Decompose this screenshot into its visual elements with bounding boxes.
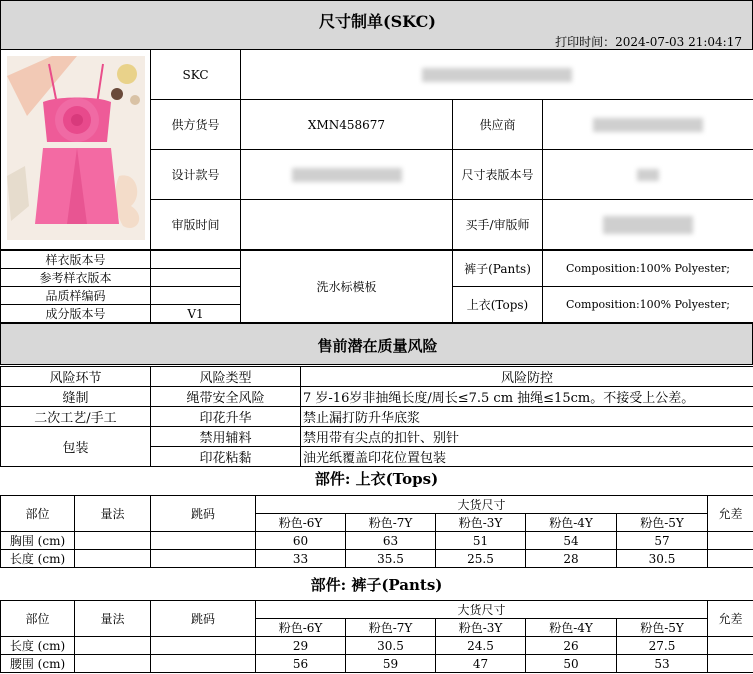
skc-value [241,50,753,100]
risk-table [0,366,753,467]
tops-composition: Composition:100% Polyester; [543,287,753,323]
size-value: 60 [256,532,346,550]
grade-cell [151,637,256,655]
risk-control: 7 岁-16岁非抽绳长度/周长≤7.5 cm 抽绳≤15cm。不接受上公差。 [301,387,753,407]
pants-h-tolerance: 允差 [708,601,753,637]
tops-h-bulk: 大货尺寸 [256,496,708,514]
part-name: 长度 (cm) [1,550,75,568]
size-header: 粉色-5Y [617,619,708,637]
size-header: 粉色-6Y [256,514,346,532]
risk-header-stage: 风险环节 [1,367,151,387]
composition-version-label: 成分版本号 [1,305,151,323]
method-cell [75,637,151,655]
risk-type: 印花粘黏 [151,447,301,467]
ref-sample-value [151,269,241,287]
risk-control: 油光纸覆盖印花位置包装 [301,447,753,467]
size-value: 50 [526,655,617,673]
pants-h-bulk: 大货尺寸 [256,601,708,619]
method-cell [75,532,151,550]
product-photo [7,56,145,240]
size-version-value [543,150,753,200]
sample-version-value [151,251,241,269]
sample-version-label: 样衣版本号 [1,251,151,269]
size-value: 29 [256,637,346,655]
risk-type: 绳带安全风险 [151,387,301,407]
tolerance-cell [708,550,753,568]
tops-h-part: 部位 [1,496,75,532]
risk-title: 售前潜在质量风险 [317,337,438,355]
size-value: 59 [346,655,436,673]
tops-label: 上衣(Tops) [453,287,543,323]
ref-sample-label: 参考样衣版本 [1,269,151,287]
part-name: 胸围 (cm) [1,532,75,550]
tops-h-grade: 跳码 [151,496,256,532]
pants-size-table [0,600,753,673]
risk-control: 禁用带有尖点的扣针、别针 [301,427,753,447]
grade-cell [151,550,256,568]
versions-table [0,250,753,323]
risk-stage: 缝制 [1,387,151,407]
grade-cell [151,655,256,673]
buyer-label: 买手/审版师 [453,200,543,250]
pants-h-method: 量法 [75,601,151,637]
size-value: 54 [526,532,617,550]
risk-type: 禁用辅料 [151,427,301,447]
pants-composition: Composition:100% Polyester; [543,251,753,287]
size-value: 56 [256,655,346,673]
size-header: 粉色-3Y [436,619,526,637]
skc-label: SKC [151,50,241,100]
size-version-label: 尺寸表版本号 [453,150,543,200]
risk-stage: 包装 [1,427,151,467]
design-no-label: 设计款号 [151,150,241,200]
print-time-value: 2024-07-03 21:04:17 [615,35,742,49]
size-header: 粉色-4Y [526,514,617,532]
wash-label-template: 洗水标模板 [241,251,453,323]
supplier-label: 供应商 [453,100,543,150]
size-value: 33 [256,550,346,568]
size-header: 粉色-4Y [526,619,617,637]
tolerance-cell [708,532,753,550]
header-banner [0,0,753,50]
size-value: 57 [617,532,708,550]
size-header: 粉色-5Y [617,514,708,532]
tops-h-method: 量法 [75,496,151,532]
page-title: 尺寸制单(SKC) [319,12,436,31]
size-value: 25.5 [436,550,526,568]
supplier-value [543,100,753,150]
part-name: 长度 (cm) [1,637,75,655]
supplier-no-label: 供方货号 [151,100,241,150]
size-value: 26 [526,637,617,655]
pants-h-grade: 跳码 [151,601,256,637]
size-value: 24.5 [436,637,526,655]
tops-title: 部件: 上衣(Tops) [314,470,439,488]
size-value: 53 [617,655,708,673]
tops-h-tolerance: 允差 [708,496,753,532]
size-value: 35.5 [346,550,436,568]
size-header: 粉色-6Y [256,619,346,637]
size-value: 63 [346,532,436,550]
grade-cell [151,532,256,550]
size-header: 粉色-7Y [346,619,436,637]
size-value: 28 [526,550,617,568]
tolerance-cell [708,655,753,673]
risk-header-control: 风险防控 [301,367,753,387]
composition-version-value: V1 [151,305,241,323]
pants-label: 裤子(Pants) [453,251,543,287]
print-time [555,33,742,50]
risk-type: 印花升华 [151,407,301,427]
tolerance-cell [708,637,753,655]
risk-stage: 二次工艺/手工 [1,407,151,427]
pants-h-part: 部位 [1,601,75,637]
design-no-value [241,150,453,200]
method-cell [75,655,151,673]
size-value: 47 [436,655,526,673]
product-image [1,50,151,250]
pants-title: 部件: 裤子(Pants) [310,576,443,594]
size-value: 27.5 [617,637,708,655]
size-value: 30.5 [617,550,708,568]
print-time-label: 打印时间： [555,35,616,49]
tops-size-table [0,495,753,568]
info-table [0,49,753,250]
review-time-value [241,200,453,250]
supplier-no-value: XMN458677 [241,100,453,150]
review-time-label: 审版时间 [151,200,241,250]
buyer-value [543,200,753,250]
size-value: 51 [436,532,526,550]
size-value: 30.5 [346,637,436,655]
part-name: 腰围 (cm) [1,655,75,673]
risk-control: 禁止漏打防升华底浆 [301,407,753,427]
size-header: 粉色-3Y [436,514,526,532]
method-cell [75,550,151,568]
quality-code-value [151,287,241,305]
size-header: 粉色-7Y [346,514,436,532]
quality-code-label: 品质样编码 [1,287,151,305]
risk-banner [0,323,753,365]
risk-header-type: 风险类型 [151,367,301,387]
